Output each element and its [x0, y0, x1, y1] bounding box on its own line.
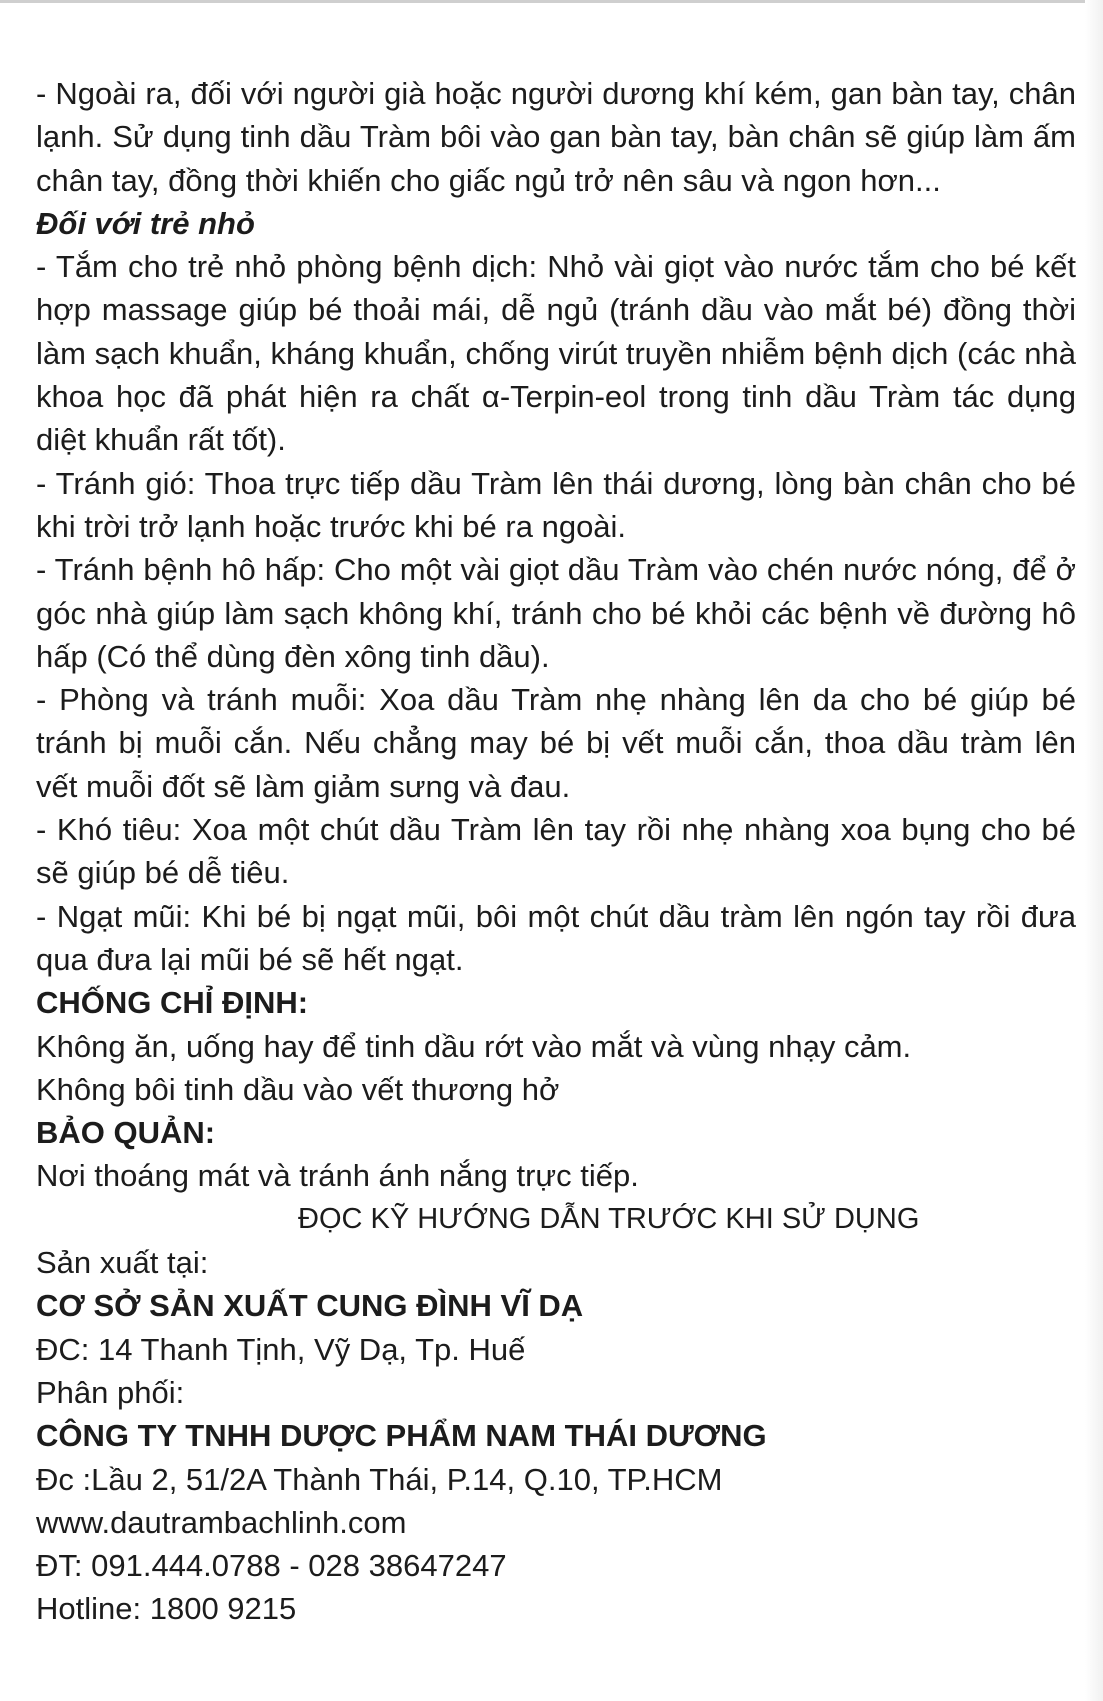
- storage-section: [36, 1111, 1076, 1198]
- distributor-label: Phân phối:: [36, 1374, 185, 1410]
- distributor-website: www.dautrambachlinh.com: [36, 1504, 407, 1540]
- read-instructions-notice: ĐỌC KỸ HƯỚNG DẪN TRƯỚC KHI SỬ DỤNG: [298, 1202, 920, 1235]
- intro-paragraph: - Ngoài ra, đối với người già hoặc người dương khí kém, gan bàn tay, chân lạnh. Sử dụng tinh dầu Tràm bôi vào gan bàn tay, bàn chân sẽ giúp làm ấm chân tay, đồng thời khiến cho giấc ngủ trở nên sâu và ngon hơn...: [36, 76, 1076, 198]
- manufacturer-section: [36, 1241, 1076, 1371]
- contraindications-section: [36, 981, 1076, 1111]
- contraindications-heading: CHỐNG CHỈ ĐỊNH:: [36, 985, 309, 1021]
- children-section-heading: Đối với trẻ nhỏ: [36, 205, 255, 241]
- top-border-line: [0, 0, 1103, 3]
- distributor-name: CÔNG TY TNHH DƯỢC PHẨM NAM THÁI DƯƠNG: [36, 1418, 767, 1454]
- distributor-section: [36, 1371, 1076, 1631]
- distributor-address: Đc :Lầu 2, 51/2A Thành Thái, P.14, Q.10, TP.HCM: [36, 1461, 723, 1497]
- children-item-bathing: - Tắm cho trẻ nhỏ phòng bệnh dịch: Nhỏ vài giọt vào nước tắm cho bé kết hợp massage giúp bé thoải mái, dễ ngủ (tránh dầu vào mắt bé) đồng thời làm sạch khuẩn, kháng khuẩn, chống virút truyền nhiễm bệnh dịch (các nhà khoa học đã phát hiện ra chất α-Terpin-eol trong tinh dầu Tràm tác dụng diệt khuẩn rất tốt).: [36, 249, 1076, 458]
- children-item-indigestion: - Khó tiêu: Xoa một chút dầu Tràm lên tay rồi nhẹ nhàng xoa bụng cho bé sẽ giúp bé dễ tiêu.: [36, 812, 1076, 891]
- contraindications-line-2: Không bôi tinh dầu vào vết thương hở: [36, 1071, 560, 1107]
- children-item-mosquito: - Phòng và tránh muỗi: Xoa dầu Tràm nhẹ nhàng lên da cho bé giúp bé tránh bị muỗi cắn. Nếu chẳng may bé bị vết muỗi cắn, thoa dầu tràm lên vết muỗi đốt sẽ làm giảm sưng và đau.: [36, 682, 1076, 804]
- manufacturer-label: Sản xuất tại:: [36, 1245, 209, 1281]
- distributor-phone: ĐT: 091.444.0788 - 028 38647247: [36, 1548, 507, 1584]
- product-leaflet-text: [36, 72, 1076, 1631]
- children-section: [36, 202, 1076, 981]
- children-item-wind: - Tránh gió: Thoa trực tiếp dầu Tràm lên thái dương, lòng bàn chân cho bé khi trời trở lạnh hoặc trước khi bé ra ngoài.: [36, 465, 1076, 544]
- page-right-edge-shadow: [1085, 0, 1103, 1701]
- children-item-respiratory: - Tránh bệnh hô hấp: Cho một vài giọt dầu Tràm vào chén nước nóng, để ở góc nhà giúp làm sạch không khí, tránh cho bé khỏi các bệnh về đường hô hấp (Có thể dùng đèn xông tinh dầu).: [36, 552, 1076, 674]
- contraindications-line-1: Không ăn, uống hay để tinh dầu rớt vào mắt và vùng nhạy cảm.: [36, 1028, 912, 1064]
- children-item-stuffy-nose: - Ngạt mũi: Khi bé bị ngạt mũi, bôi một chút dầu tràm lên ngón tay rồi đưa qua đưa lại mũi bé sẽ hết ngạt.: [36, 898, 1076, 977]
- storage-heading: BẢO QUẢN:: [36, 1115, 216, 1151]
- distributor-hotline: Hotline: 1800 9215: [36, 1591, 297, 1627]
- manufacturer-name: CƠ SỞ SẢN XUẤT CUNG ĐÌNH VĨ DẠ: [36, 1288, 584, 1324]
- storage-text: Nơi thoáng mát và tránh ánh nắng trực tiếp.: [36, 1158, 639, 1194]
- manufacturer-address: ĐC: 14 Thanh Tịnh, Vỹ Dạ, Tp. Huế: [36, 1331, 526, 1367]
